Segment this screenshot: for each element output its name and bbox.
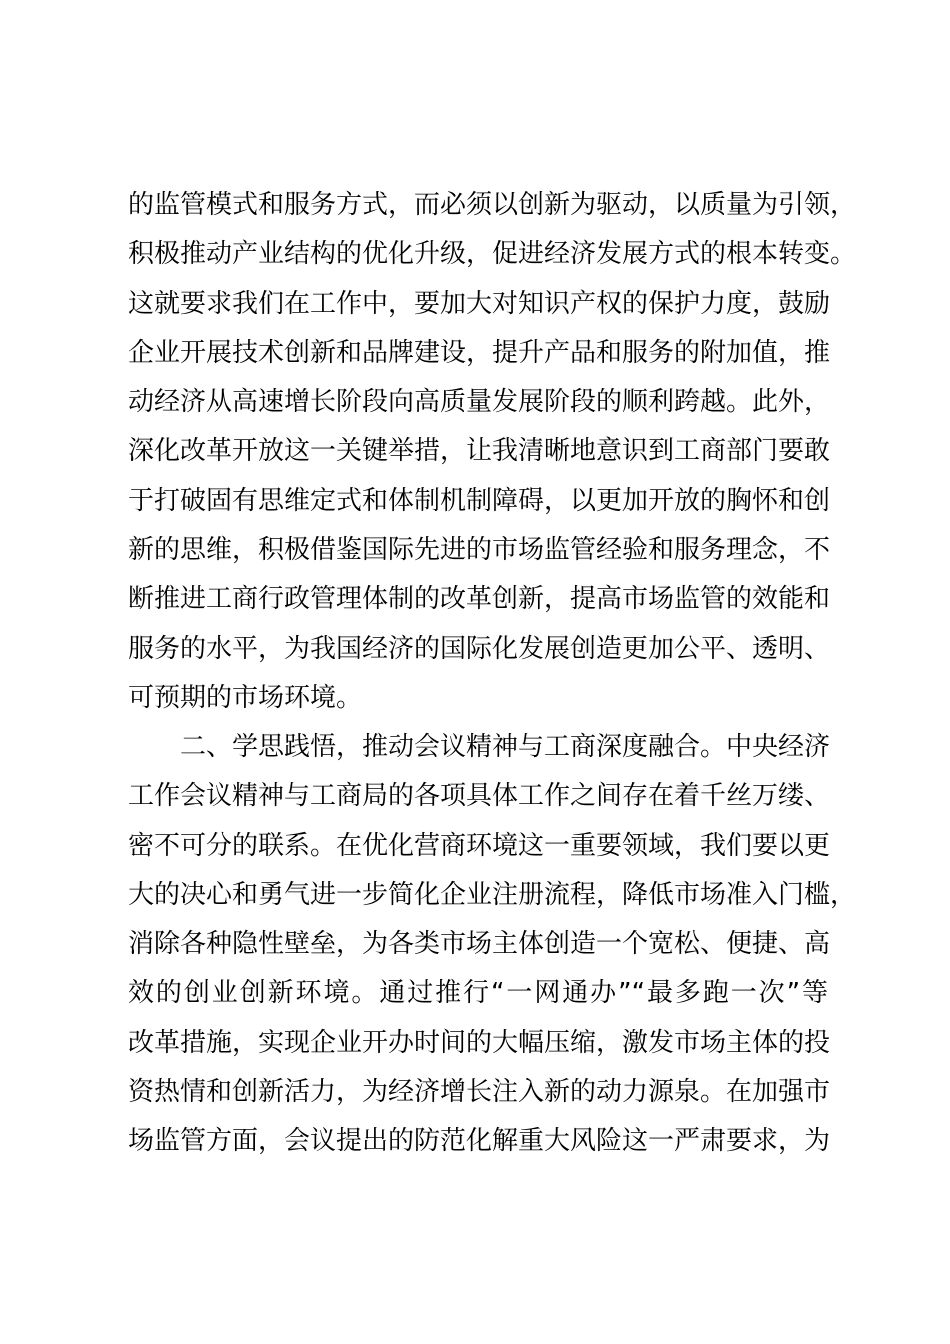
text-line: 动经济从高速增长阶段向高质量发展阶段的顺利跨越。此外， — [128, 387, 831, 418]
text-line: 积极推动产业结构的优化升级，促进经济发展方式的根本转变。 — [128, 239, 857, 270]
text-line: 这就要求我们在工作中，要加大对知识产权的保护力度，鼓励 — [128, 288, 831, 319]
text-line: 场监管方面，会议提出的防范化解重大风险这一严肃要求，为 — [128, 1126, 831, 1157]
text-line: 新的思维，积极借鉴国际先进的市场监管经验和服务理念，不 — [128, 535, 831, 566]
section-heading-line: 二、学思践悟，推动会议精神与工商深度融合。中央经济 — [180, 732, 831, 762]
text-line: 可预期的市场环境。 — [128, 682, 363, 713]
text-line: 工作会议精神与工商局的各项具体工作之间存在着千丝万缕、 — [128, 781, 831, 812]
paragraph-continued — [128, 181, 857, 723]
text-line: 服务的水平，为我国经济的国际化发展创造更加公平、透明、 — [128, 633, 831, 664]
text-line: 断推进工商行政管理体制的改革创新，提高市场监管的效能和 — [128, 584, 831, 615]
text-line: 的监管模式和服务方式，而必须以创新为驱动，以质量为引领， — [128, 190, 857, 220]
text-line: 资热情和创新活力，为经济增长注入新的动力源泉。在加强市 — [128, 1077, 831, 1108]
text-line: 深化改革开放这一关键举措，让我清晰地意识到工商部门要敢 — [128, 436, 831, 467]
paragraph-section-two — [128, 723, 857, 1167]
text-line: 于打破固有思维定式和体制机制障碍，以更加开放的胸怀和创 — [128, 485, 831, 516]
text-line: 改革措施，实现企业开办时间的大幅压缩，激发市场主体的投 — [128, 1027, 831, 1058]
text-line: 大的决心和勇气进一步简化企业注册流程，降低市场准入门槛， — [128, 879, 857, 910]
text-line: 密不可分的联系。在优化营商环境这一重要领域，我们要以更 — [128, 830, 831, 861]
text-line: 效的创业创新环境。通过推行“一网通办”“最多跑一次”等 — [128, 978, 828, 1009]
text-line: 企业开展技术创新和品牌建设，提升产品和服务的附加值，推 — [128, 337, 831, 368]
text-line: 消除各种隐性壁垒，为各类市场主体创造一个宽松、便捷、高 — [128, 929, 831, 960]
